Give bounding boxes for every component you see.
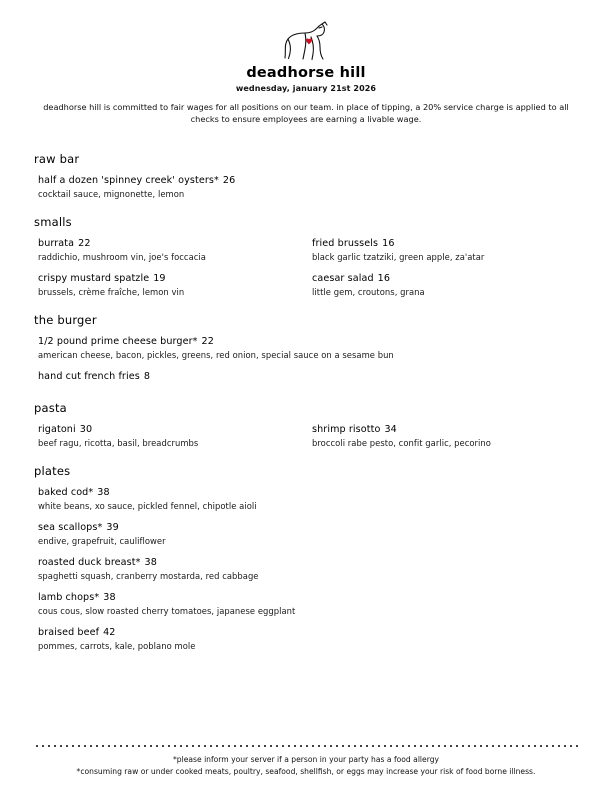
menu-item-price: 26 <box>222 174 236 186</box>
section-title: the burger <box>34 312 97 327</box>
menu-column-right <box>306 175 578 199</box>
menu-item <box>38 371 578 382</box>
menu-item-description: little gem, croutons, grana <box>312 286 425 297</box>
menu-footer <box>34 741 578 782</box>
dotted-divider <box>34 741 578 747</box>
menu-item <box>312 238 578 262</box>
menu-item-description: brussels, crème fraîche, lemon vin <box>38 286 185 297</box>
menu-item-price: 16 <box>382 237 395 249</box>
section-smalls <box>34 215 578 297</box>
menu-item-description: cocktail sauce, mignonette, lemon <box>38 188 185 199</box>
menu-item-name: roasted duck breast* 38 <box>38 556 157 568</box>
menu-item <box>38 522 578 546</box>
menu-item <box>38 273 306 297</box>
menu-item-price: 30 <box>79 423 93 435</box>
horse-with-heart-icon <box>275 20 337 62</box>
menu-item <box>312 424 578 448</box>
menu-item-name: caesar salad 16 <box>312 272 391 284</box>
section-title: raw bar <box>34 151 80 166</box>
section-title: smalls <box>34 214 72 229</box>
menu-item <box>38 557 578 581</box>
menu-item <box>38 175 306 199</box>
menu-item <box>38 627 578 651</box>
menu-item <box>38 238 306 262</box>
menu-item-description: spaghetti squash, cranberry mostarda, red cabbage <box>38 570 259 581</box>
menu-item-name: lamb chops* 38 <box>38 591 116 603</box>
menu-sections <box>34 152 578 741</box>
menu-item-price: 16 <box>377 272 391 284</box>
service-charge-policy: deadhorse hill is committed to fair wages for all positions on our team. in place of tipping, a 20% service charge is applied to all checks to ensure employees are earning a livable wage. <box>43 102 569 124</box>
menu-item-description: endive, grapefruit, cauliflower <box>38 535 166 546</box>
menu-item-name: shrimp risotto 34 <box>312 423 397 435</box>
menu-item-description: broccoli rabe pesto, confit garlic, pecorino <box>312 437 491 448</box>
menu-item <box>312 273 578 297</box>
section-raw-bar <box>34 152 578 199</box>
section-title: pasta <box>34 400 67 415</box>
section-the-burger <box>34 313 578 385</box>
menu-item-name: burrata 22 <box>38 237 91 249</box>
menu-item-price: 22 <box>78 237 91 249</box>
menu-item-price: 38 <box>144 556 157 568</box>
menu-item-price: 19 <box>153 272 166 284</box>
menu-item <box>38 487 578 511</box>
menu-item-price: 42 <box>103 626 116 638</box>
menu-item-name: half a dozen 'spinney creek' oysters* 26 <box>38 174 236 186</box>
menu-item-description: beef ragu, ricotta, basil, breadcrumbs <box>38 437 199 448</box>
menu-item-name: sea scallops* 39 <box>38 521 119 533</box>
menu-item-name: hand cut french fries 8 <box>38 370 151 382</box>
menu-item <box>38 592 578 616</box>
menu-item-price: 39 <box>106 521 119 533</box>
menu-item-description: cous cous, slow roasted cherry tomatoes, japanese eggplant <box>38 605 296 616</box>
menu-item-name: baked cod* 38 <box>38 486 110 498</box>
menu-item-price: 8 <box>143 370 151 382</box>
restaurant-name: deadhorse hill <box>246 65 366 81</box>
menu-item-description: pommes, carrots, kale, poblano mole <box>38 640 196 651</box>
logo <box>34 18 578 62</box>
menu-item-name: 1/2 pound prime cheese burger* 22 <box>38 335 214 347</box>
menu-item-price: 22 <box>201 335 214 347</box>
menu-header <box>34 18 578 126</box>
section-plates <box>34 464 578 651</box>
menu-item-description: white beans, xo sauce, pickled fennel, chipotle aioli <box>38 500 257 511</box>
menu-item-description: american cheese, bacon, pickles, greens, red onion, special sauce on a sesame bun <box>38 349 394 360</box>
menu-item-name: crispy mustard spatzle 19 <box>38 272 166 284</box>
menu-item-price: 38 <box>97 486 110 498</box>
section-pasta <box>34 401 578 448</box>
menu-item-price: 34 <box>384 423 397 435</box>
menu-item <box>38 424 306 448</box>
menu-item <box>38 336 578 360</box>
menu-item-price: 38 <box>103 591 116 603</box>
menu-item-description: raddichio, mushroom vin, joe's foccacia <box>38 251 206 262</box>
section-title: plates <box>34 463 71 478</box>
allergy-notice: *please inform your server if a person in your party has a food allergy <box>172 754 440 764</box>
menu-item-name: rigatoni 30 <box>38 423 93 435</box>
menu-item-name: fried brussels 16 <box>312 237 395 249</box>
menu-date: wednesday, january 21st 2026 <box>235 84 377 93</box>
menu-item-name: braised beef 42 <box>38 626 116 638</box>
menu-item-description: black garlic tzatziki, green apple, za'atar <box>312 251 485 262</box>
raw-food-notice: *consuming raw or under cooked meats, poultry, seafood, shellfish, or eggs may increase your risk of food borne illness. <box>76 766 536 776</box>
